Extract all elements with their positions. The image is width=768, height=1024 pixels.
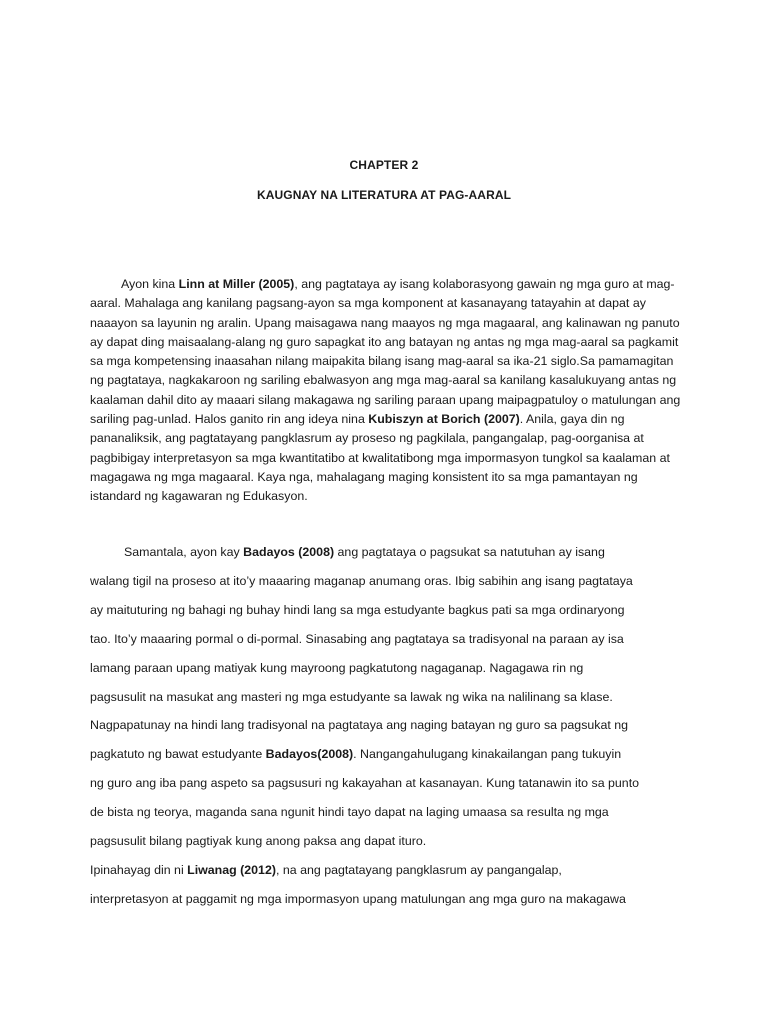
para2-line: Nagpapatunay na hindi lang tradisyonal na pagtataya ang naging batayan ng guro sa pagsukat ng [90,718,629,733]
citation-liwanag: Liwanag (2012) [187,862,276,877]
citation-kubiszyn-borich: Kubiszyn at Borich (2007) [368,412,520,427]
para1-text-2: , ang pagtataya ay isang kolaborasyong gawain ng mga guro at mag-aaral. Mahalaga ang kanilang pagsang-ayon sa mga komponent at kasanayang tatayahin at dapat ay naaayon sa layunin ng aralin. Upang maisagawa nang maayos ng mga magaaral, ang kalinawan ng panuto ay dapat ding maisaalang-alang ng guro sapagkat ito ang batayan ng antas ng mga mag-aaral sa pagkamit sa mga kompetensing inaasahan nilang maipakita bilang isang mag-aaral sa ika-21 siglo.Sa pamamagitan ng pagtataya, nagkakaroon ng sariling ebalwasyon ang mga mag-aaral sa kanilang kasalukuyang antas ng kaalaman dahil dito ay maaari silang makagawa ng sariling paraan upang maipagpatuloy o matulungan ang sariling pag-unlad. Halos ganito rin ang ideya nina [90,277,681,427]
para2-line [90,538,690,567]
chapter-title: KAUGNAY NA LITERATURA AT PAG-AARAL [256,188,512,202]
para2-line [90,740,690,769]
para2-line: ng guro ang iba pang aspeto sa pagsusuri ng kakayahan at kasanayan. Kung tatanawin ito sa punto [90,776,640,791]
para2-line: lamang paraan upang matiyak kung mayroong pagkatutong nagaganap. Nagagawa rin ng [90,660,584,675]
para2-text: . Nangangahulugang kinakailangan pang tukuyin [353,747,622,762]
para2-line: walang tigil na proseso at ito’y maaaring maganap anumang oras. Ibig sabihin ang isang pagtataya [90,573,633,588]
para2-line: pagsusulit bilang pagtiyak kung anong paksa ang dapat ituro. [90,834,427,849]
citation-badayos-2: Badayos(2008) [265,747,354,762]
para3-text: Ipinahayag din ni [90,862,188,877]
paragraph-2 [90,538,690,914]
paragraph-1 [90,275,690,507]
para1-text-3: . Anila, gaya din ng pananaliksik, ang pagtatayang pangklasrum ay proseso ng pagkilala, pangangalap, pag-oorganisa at pagbibigay interpretasyon sa mga kwantitatibo at kwalitatibong mga impormasyon tungkol sa kaalaman at magagawa ng mga magaaral. Kaya nga, mahalagang maging konsistent ito sa mga pamantayan ng istandard ng kagawaran ng Edukasyon. [90,412,670,504]
chapter-heading: CHAPTER 2 [349,158,419,172]
para2-text: Samantala, ayon kay [124,545,244,559]
para2-line: pagsusulit na masukat ang masteri ng mga estudyante sa lawak ng wika na nalilinang sa klase. [90,689,613,704]
para2-line: tao. Ito’y maaaring pormal o di-pormal. Sinasabing ang pagtataya sa tradisyonal na paraan ay isa [90,631,624,646]
citation-badayos: Badayos (2008) [243,545,335,559]
para2-text: pagkatuto ng bawat estudyante [90,747,266,762]
para2-line: de bista ng teorya, maganda sana ngunit hindi tayo dapat na laging umaasa sa resulta ng mga [90,805,609,820]
para1-text-1: Ayon kina [121,277,179,291]
citation-linn-miller: Linn at Miller (2005) [178,277,295,291]
para2-line: ay maituturing ng bahagi ng buhay hindi lang sa mga estudyante bagkus pati sa mga ordinaryong [90,602,625,617]
para2-text: ang pagtataya o pagsukat sa natutuhan ay isang [334,545,605,559]
para3-text: , na ang pagtatayang pangklasrum ay pangangalap, [275,862,562,877]
para3-line: interpretasyon at paggamit ng mga impormasyon upang matulungan ang mga guro na makagawa [90,891,626,906]
para3-line [90,856,690,885]
